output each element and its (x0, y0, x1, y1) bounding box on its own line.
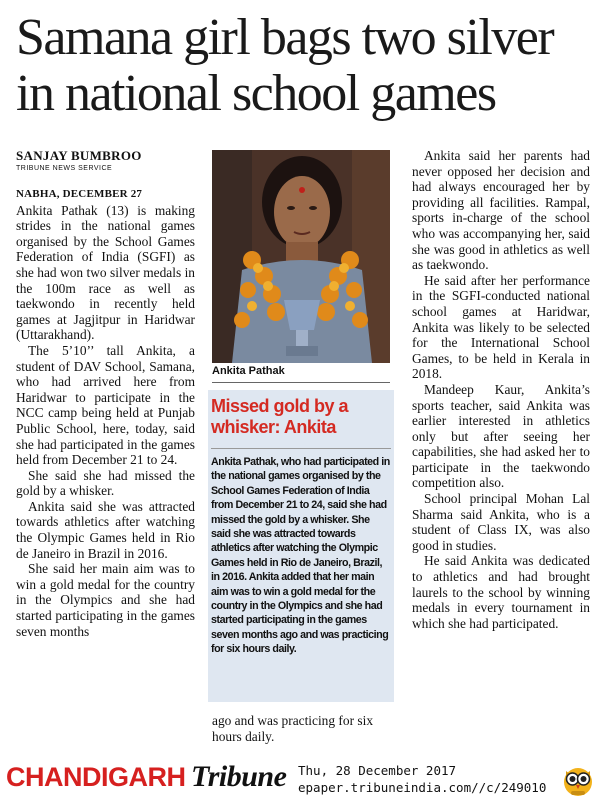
epaper-url[interactable]: epaper.tribuneindia.com//c/249010 (298, 780, 547, 795)
paper-logo: Tribune (191, 760, 287, 793)
owl-icon (562, 763, 594, 797)
byline-name: SANJAY BUMBROO (16, 148, 142, 163)
photo-caption: Ankita Pathak (212, 365, 285, 377)
sidebar-text: Ankita Pathak, who had participated in the national games organised by the School Games Federation of India from December 21 to 24, said she had missed the gold by a whisker. She said she was attracted towards athletics after watching the Olympic Games held in Rio de Janeiro, Brazil, in 2016. Ankita added that her main aim was to win a gold medal for the country in the Olympics and she had started participating in the games seven months ago and was practicing for six hours daily. (211, 456, 390, 656)
article-column-2-continuation: ago and was practicing for six hours daily. (212, 713, 374, 744)
portrait-photo (212, 150, 390, 363)
paragraph-4: Ankita said she was attracted towards athletics after watching the Olympic Games held in Rio de Janeiro in Brazil in 2016. (16, 498, 195, 561)
article-column-3 (412, 148, 590, 631)
paragraph-2: The 5’10’’ tall Ankita, a student of DAV School, Samana, who had arrived here from Haridwar to participate in the NCC camp being held at Punjab Public School, here, today, said she had participated in the games held from December 21 to 24. (16, 342, 195, 468)
byline-org: TRIBUNE NEWS SERVICE (16, 165, 113, 172)
dateline: NABHA, DECEMBER 27 (16, 188, 143, 200)
paragraph-7: He said after her performance in the SGFI-conducted national school games at Haridwar, Ankita was likely to be selected for the International School Games, to be held in Kerala in 2018. (412, 272, 590, 382)
portrait-illustration (212, 150, 390, 363)
paragraph-10: He said Ankita was dedicated to athletics and had brought laurels to the school by winning medals in every tournament in which she had participated. (412, 553, 590, 631)
paragraph-9: School principal Mohan Lal Sharma said Ankita, who is a student of Class IX, was also good in studies. (412, 491, 590, 553)
caption-divider (212, 382, 390, 383)
edition-logo: CHANDIGARH (6, 762, 186, 792)
paragraph-3: She said she had missed the gold by a whisker. (16, 467, 195, 499)
sidebar-title: Missed gold by a whisker: Ankita (211, 396, 349, 437)
paragraph-1 (16, 185, 195, 343)
paragraph-1-text: Ankita Pathak (13) is making strides in the national games organised by the School Games Federation of India (SGFI) as she had won two silver medals in the 100m race as well as taekwondo in recently held games at Jagjitpur in Haridwar (Uttarakhand). (16, 202, 195, 343)
headline: Samana girl bags two silver in national school games (16, 9, 554, 122)
article-column-1 (16, 185, 195, 639)
sidebar-divider (211, 448, 391, 449)
paragraph-6: Ankita said her parents had never opposed her decision and had always encouraged her by providing all facilities. Rampal, sports in-charge of the school who was accompanying her, said she was good in athletics as well as taekwondo. (412, 148, 590, 273)
paragraph-5: She said her main aim was to win a gold medal for the country in the Olympics and she had started participating in the games seven months (16, 561, 195, 639)
edition-date: Thu, 28 December 2017 (298, 763, 457, 778)
owl-illustration (562, 763, 594, 797)
paragraph-8: Mandeep Kaur, Ankita’s sports teacher, said Ankita was earlier interested in athletics only but after seeing her capabilities, she had asked her to participate in the taekwondo competition also. (412, 381, 590, 491)
